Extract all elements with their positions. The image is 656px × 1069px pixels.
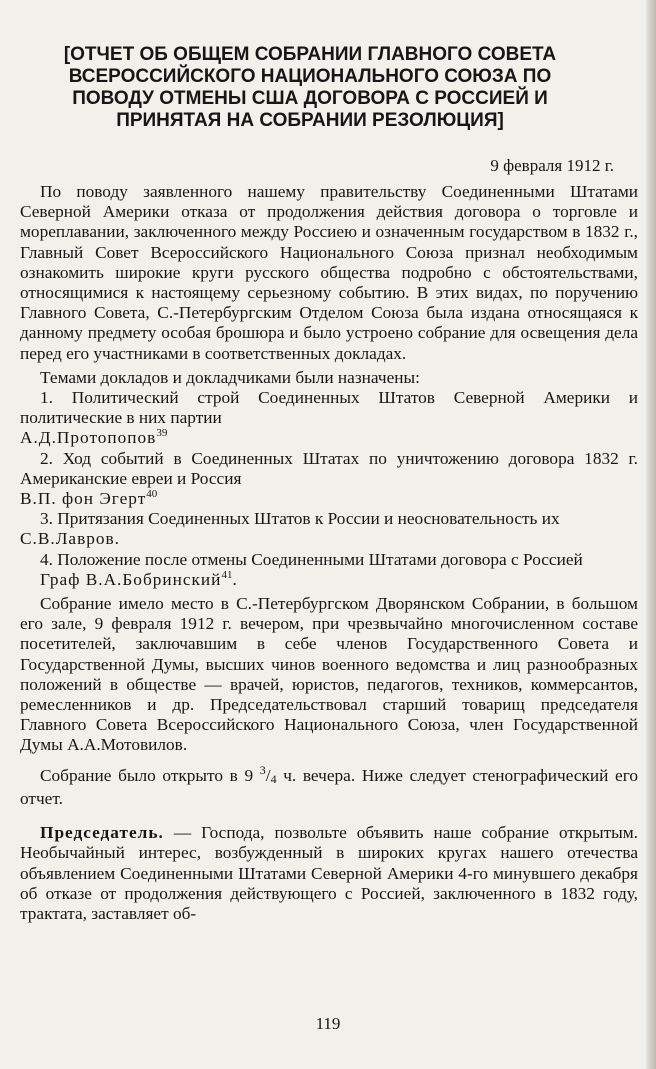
intro-paragraph: По поводу заявленного нашему правительству Соединенными Штатами Северной Америки отказа от продолжения действия договора о торговле и мореплавании, заключенного между Россиею и означенным государством в 1832 г., Главный Совет Всероссийского Национального Союза признал необходимым ознакомить широкие круги русского общества подробно с обстоятельствами, относящимися к настоящему серьезному событию. В этих видах, по поручению Главного Совета, С.-Петербургским Отделом Союза была издана относящаяся к данному предмету особая брошюра и было устроено собрание для освещения дела перед его участниками в соответственных докладах. (20, 182, 638, 363)
topic-3-author (20, 529, 638, 549)
topic-1-text: 1. Политический строй Соединенных Штатов Северной Америки и политические в них партии (20, 388, 638, 428)
opened-before: Собрание было открыто в 9 (40, 765, 254, 785)
footnote-ref: 40 (146, 488, 158, 501)
page-number: 119 (315, 1014, 341, 1033)
topic-4-author (40, 570, 638, 590)
topic-2-author (20, 489, 638, 509)
author-name: В.П. фон Эгерт (20, 489, 147, 509)
topic-1-author (20, 428, 638, 448)
speech-text: — Господа, позвольте объявить наше собрание открытым. Необычайный интерес, возбужденный в широких кругах нашего отечества объявлением Соединенными Штатами Северной Америки 4-го минувшего декабря об отказе от продолжения действующего с Россией, заключенного в 1832 году, трактата, заставляет об- (20, 823, 638, 923)
author-suffix: . (232, 569, 237, 589)
footnote-ref: 41 (221, 569, 233, 582)
opened-paragraph (20, 760, 638, 809)
speaker-name: Председатель. (40, 823, 164, 843)
fraction-numerator: 3 (259, 762, 266, 777)
author-name: А.Д.Протопопов (20, 428, 157, 448)
topic-3-text: 3. Притязания Соединенных Штатов к России и неосновательность их (40, 509, 560, 529)
document-body (20, 182, 638, 928)
topic-2-text: 2. Ход событий в Соединенных Штатах по уничтожению договора 1832 г. Американские евреи и Россия (20, 448, 638, 488)
fraction: $^3$/4 (259, 762, 277, 786)
author-name: Граф В.А.Бобринский (40, 569, 222, 589)
document-title: [ОТЧЕТ ОБ ОБЩЕМ СОБРАНИИ ГЛАВНОГО СОВЕТА ВСЕРОССИЙСКОГО НАЦИОНАЛЬНОГО СОЮЗА ПО ПОВОДУ ОТМЕНЫ США ДОГОВОРА С РОССИЕЙ И ПРИНЯТАЯ НА СОБРАНИИ РЕЗОЛЮЦИЯ] (63, 44, 557, 131)
fraction-denominator: 4 (270, 771, 277, 786)
opened-after: ч. вечера. Ниже следует стенографический его отчет. (20, 765, 638, 808)
meeting-paragraph: Собрание имело место в С.-Петербургском Дворянском Собрании, в большом его зале, 9 февраля 1912 г. вечером, при чрезвычайно многочисленном составе посетителей, заключавшим в себе членов Государственного Совета и Государственной Думы, высших чинов военного ведомства и лиц разнообразных положений в обществе — врачей, юристов, педагогов, техников, коммерсантов, ремесленников и др. Председательствовал старший товарищ председателя Главного Совета Всероссийского Национального Союза, член Государственной Думы А.А.Мотовилов. (20, 594, 638, 755)
page-edge-shadow (646, 0, 656, 1069)
topics-heading: Темами докладов и докладчиками были назначены: (40, 367, 420, 387)
document-date: 9 февраля 1912 г. (490, 156, 614, 175)
topic-4-text: 4. Положение после отмены Соединенными Штатами договора с Россией (40, 549, 583, 569)
speech-paragraph (20, 823, 638, 924)
author-name: С.В.Лавров. (20, 529, 121, 549)
footnote-ref: 39 (156, 427, 168, 440)
